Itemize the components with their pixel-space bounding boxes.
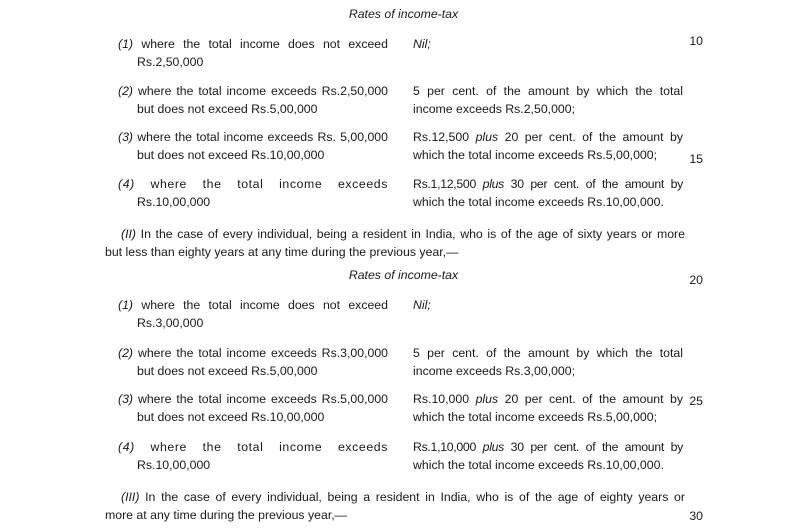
slab-3-rate <box>413 390 683 426</box>
condition-line: but does not exceed Rs.5,00,000 <box>137 102 318 116</box>
slab-number: (1) <box>118 298 134 312</box>
condition-line: Rs.10,00,000 <box>137 195 211 209</box>
slab-2-rate <box>413 344 683 380</box>
condition-line: Rs.10,00,000 <box>137 458 211 472</box>
paragraph-line: In the case of every individual, being a resident in India, who is of the age of eighty years or <box>145 490 685 504</box>
condition-line: where the total income exceeds Rs.3,00,000 <box>137 346 388 360</box>
condition-line: but does not exceed Rs.5,00,000 <box>137 364 318 378</box>
paragraph-number: (III) <box>121 490 140 504</box>
rate-line: income exceeds Rs.3,00,000; <box>413 364 576 378</box>
condition-line: where the total income does not exceed <box>141 37 388 51</box>
slab-3-rate <box>413 128 683 164</box>
slab-2-condition <box>118 344 388 380</box>
slab-number: (2) <box>118 346 134 360</box>
condition-line: but does not exceed Rs.10,00,000 <box>137 148 325 162</box>
slab-1-rate <box>413 35 683 53</box>
condition-line: where the total income exceeds <box>150 177 388 191</box>
paragraph-line: more at any time during the previous year,— <box>105 508 347 522</box>
rate-text: Nil; <box>413 298 431 312</box>
rate-plus: plus <box>482 440 505 454</box>
slab-1-condition <box>118 296 388 332</box>
slab-number: (3) <box>118 392 134 406</box>
rate-line: which the total income exceeds Rs.5,00,000; <box>413 148 658 162</box>
slab-4-rate <box>413 175 683 211</box>
rates-heading-1: Rates of income-tax <box>348 7 459 21</box>
slab-number: (4) <box>118 177 135 191</box>
slab-1-rate <box>413 296 683 314</box>
slab-4-condition <box>118 175 388 211</box>
rate-line: which the total income exceeds Rs.10,00,000. <box>413 195 664 209</box>
paragraph-line: but less than eighty years at any time during the previous year,— <box>105 245 459 259</box>
margin-line-number: 15 <box>689 152 703 166</box>
rate-line: income exceeds Rs.2,50,000; <box>413 102 576 116</box>
slab-3-condition <box>118 128 388 164</box>
condition-line: Rs.3,00,000 <box>137 316 204 330</box>
rate-amount: Rs.12,500 <box>413 130 470 144</box>
rates-heading-2: Rates of income-tax <box>348 268 459 282</box>
margin-line-number: 20 <box>689 273 703 287</box>
rate-amount: Rs.10,000 <box>413 392 470 406</box>
slab-4-condition <box>118 438 388 474</box>
rate-line: which the total income exceeds Rs.5,00,000; <box>413 410 658 424</box>
rate-plus: plus <box>475 392 499 406</box>
rate-line: which the total income exceeds Rs.10,00,000. <box>413 458 664 472</box>
rate-plus: plus <box>482 177 505 191</box>
condition-line: where the total income exceeds Rs.5,00,000 <box>137 392 388 406</box>
condition-line: Rs.2,50,000 <box>137 55 204 69</box>
rate-amount: Rs.1,12,500 <box>413 177 477 191</box>
rate-amount: Rs.1,10,000 <box>413 440 477 454</box>
condition-line: where the total income does not exceed <box>141 298 388 312</box>
rate-plus: plus <box>475 130 499 144</box>
rate-percent: 20 per cent. of the amount by <box>504 392 684 406</box>
rate-text: Nil; <box>413 37 431 51</box>
paragraph-iii <box>105 488 685 524</box>
condition-line: where the total income exceeds Rs. 5,00,000 <box>137 130 388 144</box>
slab-number: (3) <box>118 130 134 144</box>
slab-3-condition <box>118 390 388 426</box>
condition-line: where the total income exceeds <box>150 440 388 454</box>
slab-4-rate <box>413 438 683 474</box>
slab-2-condition <box>118 82 388 118</box>
condition-line: but does not exceed Rs.10,00,000 <box>137 410 325 424</box>
margin-line-number: 30 <box>689 509 703 523</box>
slab-number: (4) <box>118 440 135 454</box>
slab-number: (2) <box>118 84 134 98</box>
rate-line: 5 per cent. of the amount by which the total <box>413 346 683 360</box>
condition-line: where the total income exceeds Rs.2,50,000 <box>137 84 388 98</box>
paragraph-line: In the case of every individual, being a resident in India, who is of the age of sixty years or more <box>140 227 685 241</box>
margin-line-number: 25 <box>689 394 703 408</box>
slab-1-condition <box>118 35 388 71</box>
paragraph-ii <box>105 225 685 261</box>
slab-number: (1) <box>118 37 134 51</box>
paragraph-number: (II) <box>121 227 137 241</box>
rate-line: 5 per cent. of the amount by which the total <box>413 84 683 98</box>
rate-percent: 20 per cent. of the amount by <box>504 130 684 144</box>
slab-2-rate <box>413 82 683 118</box>
margin-line-number: 10 <box>689 34 703 48</box>
rate-percent: 30 per cent. of the amount by <box>510 440 684 454</box>
rate-percent: 30 per cent. of the amount by <box>510 177 684 191</box>
